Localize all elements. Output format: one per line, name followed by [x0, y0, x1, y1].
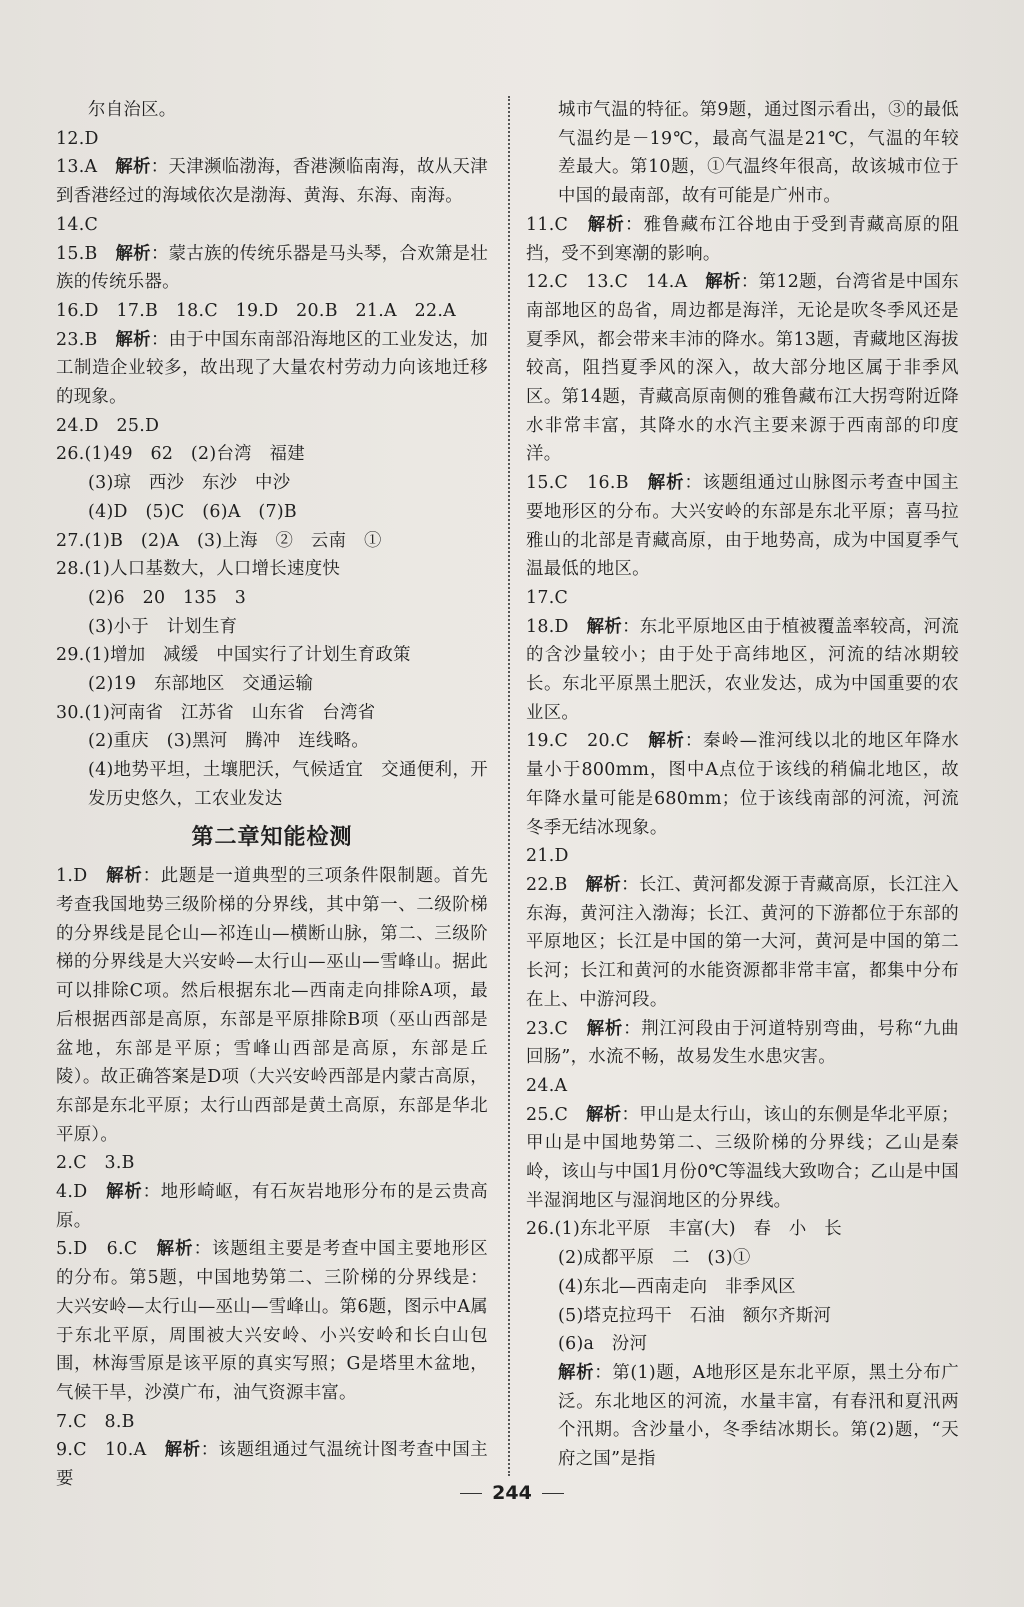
answer-number: 23.C [526, 1018, 587, 1039]
answer-line [56, 412, 488, 441]
answer-line [526, 1072, 959, 1101]
analysis-label: 解析 [586, 1018, 624, 1039]
answer-line [526, 584, 959, 613]
answer-line [56, 1178, 488, 1235]
answer-line [56, 211, 488, 240]
answer-line [526, 1015, 959, 1072]
answer-line [56, 555, 488, 584]
analysis-label: 解析 [585, 874, 622, 895]
answer-text: 尔自治区。 [88, 100, 177, 120]
answer-text: (6)a 汾河 [558, 1334, 648, 1355]
answer-text: ：由于中国东南部沿海地区的工业发达，加工制造企业较多，故出现了大量农村劳动力向该地迁移的现象。 [56, 329, 489, 408]
answer-line [526, 1273, 959, 1302]
answer-text: (3)琼 西沙 东沙 中沙 [88, 473, 291, 494]
answer-line [56, 125, 488, 154]
answer-text: 26.(1)49 62 (2)台湾 福建 [56, 444, 305, 465]
answer-line [56, 326, 488, 412]
answer-text: (2)成都平原 二 (3)① [558, 1248, 751, 1269]
answer-text: ：第12题，台湾省是中国东南部地区的岛省，周边都是海洋，无论是吹冬季风还是夏季风，都会带来丰沛的降水。第13题，青藏地区海拔较高，阻挡夏季风的深入，故大部分地区属于非季风区。第14题，青藏高原南侧的雅鲁藏布江大拐弯附近降水非常丰富，其降水的水汽主要来源于西南部的印度洋。 [526, 272, 959, 465]
answer-number: 1.D [56, 866, 107, 887]
answer-number: 5.D 6.C [56, 1239, 157, 1260]
analysis-label: 解析 [705, 272, 741, 293]
answer-line [56, 1235, 488, 1407]
answer-text: ：东北平原地区由于植被覆盖率较高，河流的含沙量较小；由于处于高纬地区，河流的结冰期较长。东北平原黑土肥沃，农业发达，成为中国重要的农业区。 [526, 616, 960, 723]
analysis-label: 解析 [115, 243, 151, 264]
answer-line [56, 96, 488, 125]
answer-text: 28.(1)人口基数大，人口增长速度快 [56, 559, 341, 580]
answer-number: 15.C 16.B [526, 473, 648, 494]
answer-line [56, 527, 488, 556]
answer-text: 17.C [526, 587, 569, 608]
answer-text: (5)塔克拉玛干 石油 额尔齐斯河 [558, 1305, 832, 1326]
answer-number: 25.C [526, 1104, 587, 1125]
answer-text: ：该题组通过山脉图示考查中国主要地形区的分布。大兴安岭的东部是东北平原；喜马拉雅山的北部是青藏高原，由于地势高，成为中国夏季气温最低的地区。 [526, 473, 959, 580]
answer-line [526, 871, 959, 1015]
answer-text: 16.D 17.B 18.C 19.D 20.B 21.A 22.A [56, 300, 457, 321]
answer-line [56, 153, 488, 210]
answer-text: ：地形崎岖，有石灰岩地形分布的是云贵高原。 [56, 1182, 488, 1231]
right-column [526, 96, 959, 1474]
answer-number: 11.C [526, 214, 588, 235]
answer-line [56, 670, 488, 699]
answer-text: ：雅鲁藏布江谷地由于受到青藏高原的阻挡，受不到寒潮的影响。 [526, 214, 960, 264]
answer-number: 12.C 13.C 14.A [526, 272, 706, 293]
answer-text: 26.(1)东北平原 丰富(大) 春 小 长 [526, 1219, 842, 1240]
page-footer [0, 1482, 1024, 1504]
answer-text: ：长江、黄河都发源于青藏高原，长江注入东海，黄河注入渤海；长江、黄河的下游都位于东部的平原地区；长江是中国的第一大河，黄河是中国的第二长河；长江和黄河的水能资源都非常丰富，都集中分布在上、中游河段。 [526, 874, 959, 1010]
answer-number: 18.D [526, 616, 587, 637]
answer-text: 30.(1)河南省 江苏省 山东省 台湾省 [56, 702, 376, 723]
answer-number: 13.A [56, 157, 116, 178]
answer-text: ：秦岭—淮河线以北的地区年降水量小于800mm，图中A点位于该线的稍偏北地区，故年降水量可能是680mm；位于该线南部的河流，河流冬季无结冰现象。 [526, 731, 959, 838]
answer-line [526, 96, 959, 211]
answer-line [526, 842, 959, 871]
analysis-label: 解析 [106, 1182, 143, 1203]
answer-text: ：此题是一道典型的三项条件限制题。首先考查我国地势三级阶梯的分界线，其中第一、二级阶梯的分界线是昆仑山—祁连山—横断山脉，第二、三级阶梯的分界线是大兴安岭—太行山—巫山—雪峰山。据此可以排除C项。然后根据东北—西南走向排除A项，最后根据西部是高原，东部是平原排除B项（巫山西部是盆地，东部是平原；雪峰山西部是高原，东部是丘陵）。故正确答案是D项（大兴安岭西部是内蒙古高原，东部是东北平原；太行山西部是黄土高原，东部是华北平原）。 [56, 866, 488, 1145]
answer-text: ：甲山是太行山，该山的东侧是华北平原；甲山是中国地势第二、三级阶梯的分界线；乙山是秦岭，该山与中国1月份0℃等温线大致吻合；乙山是中国半湿润地区与湿润地区的分界线。 [526, 1104, 960, 1211]
answer-number: 15.B [56, 243, 116, 264]
answer-line [526, 1244, 959, 1273]
answer-line [56, 1149, 488, 1178]
answer-text: 城市气温的特征。第9题，通过图示看出，③的最低气温约是－19℃，最高气温是21℃，气温的年较差最大。第10题，①气温终年很高，故该城市位于中国的最南部，故有可能是广州市。 [558, 100, 959, 207]
analysis-label: 解析 [156, 1239, 194, 1260]
answer-line [526, 1215, 959, 1244]
analysis-label: 解析 [164, 1440, 201, 1461]
answer-line [526, 1330, 959, 1359]
answer-line [56, 498, 488, 527]
answer-line [56, 1408, 488, 1437]
answer-line [56, 584, 488, 613]
answer-number: 4.D [56, 1182, 107, 1203]
answer-text: ：蒙古族的传统乐器是马头琴，合欢箫是壮族的传统乐器。 [56, 243, 489, 293]
answer-text: (3)小于 计划生育 [88, 616, 238, 637]
answer-line [526, 1302, 959, 1331]
answer-text: 29.(1)增加 减缓 中国实行了计划生育政策 [56, 645, 411, 666]
column-divider [508, 96, 510, 1476]
answer-number: 22.B [526, 874, 586, 895]
answer-text: (4)D (5)C (6)A (7)B [88, 501, 297, 522]
answer-number: 19.C 20.C [526, 731, 649, 752]
answer-text: (2)19 东部地区 交通运输 [88, 674, 314, 695]
answer-line [526, 727, 959, 842]
page-number: 244 [492, 1482, 532, 1504]
answer-text: 12.D [56, 128, 99, 149]
answer-line [526, 211, 959, 268]
analysis-label: 解析 [106, 866, 143, 887]
analysis-label: 解析 [115, 329, 151, 350]
analysis-label: 解析 [115, 157, 151, 178]
answer-text: ：第(1)题，A地形区是东北平原，黑土分布广泛。东北地区的河流，水量丰富，有春汛和夏汛两个汛期。含沙量小，冬季结冰期长。第(2)题，“天府之国”是指 [558, 1362, 959, 1470]
answer-line [56, 699, 488, 728]
answer-text: (4)地势平坦，土壤肥沃，气候适宜 交通便利，开发历史悠久，工农业发达 [88, 760, 488, 809]
answer-number: 9.C 10.A [56, 1440, 165, 1461]
answer-line [56, 469, 488, 498]
answer-line [526, 613, 959, 728]
answer-text: (2)重庆 (3)黑河 腾冲 连线略。 [88, 731, 370, 752]
chapter-title: 第二章知能检测 [191, 824, 353, 850]
answer-text: 27.(1)B (2)A (3)上海 ② 云南 ① [56, 530, 382, 551]
answer-line [526, 1359, 959, 1474]
answer-text: 2.C 3.B [56, 1153, 135, 1174]
answer-text: ：天津濒临渤海，香港濒临南海，故从天津到香港经过的海域依次是渤海、黄海、东海、南海。 [56, 157, 488, 207]
answer-text: ：该题组主要是考查中国主要地形区的分布。第5题，中国地势第二、三阶梯的分界线是：大兴安岭—太行山—巫山—雪峰山。第6题，图示中A属于东北平原，周围被大兴安岭、小兴安岭和长白山包围，林海雪原是该平原的真实写照；G是塔里木盆地，气候干旱，沙漠广布，油气资源丰富。 [56, 1239, 488, 1403]
answer-text: 21.D [526, 846, 569, 867]
answer-text: (4)东北—西南走向 非季风区 [558, 1276, 796, 1297]
answer-line [56, 440, 488, 469]
answer-text: 14.C [56, 214, 99, 235]
answer-line [56, 862, 488, 1149]
analysis-label: 解析 [586, 616, 623, 637]
analysis-label: 解析 [587, 214, 625, 235]
answer-line [56, 756, 488, 813]
analysis-label: 解析 [647, 473, 685, 494]
left-column [56, 96, 488, 1494]
answer-line [526, 268, 959, 469]
answer-number: 23.B [56, 329, 116, 350]
answer-text: ：该题组通过气温统计图考查中国主要 [56, 1440, 488, 1490]
answer-line [56, 641, 488, 670]
answer-line [526, 1101, 959, 1216]
analysis-label: 解析 [586, 1104, 622, 1125]
answer-text: ：荆江河段由于河道特别弯曲，号称“九曲回肠”，水流不畅，故易发生水患灾害。 [526, 1018, 960, 1068]
analysis-label: 解析 [558, 1362, 595, 1383]
answer-text: 24.A [526, 1075, 568, 1096]
answer-line [56, 613, 488, 642]
answer-line [56, 727, 488, 756]
answer-text: 7.C 8.B [56, 1411, 135, 1432]
answer-line [56, 297, 488, 326]
answer-text: 24.D 25.D [56, 415, 160, 436]
answer-text: (2)6 20 135 3 [88, 587, 247, 608]
answer-line [56, 240, 488, 297]
answer-line [526, 469, 959, 584]
analysis-label: 解析 [648, 731, 685, 752]
